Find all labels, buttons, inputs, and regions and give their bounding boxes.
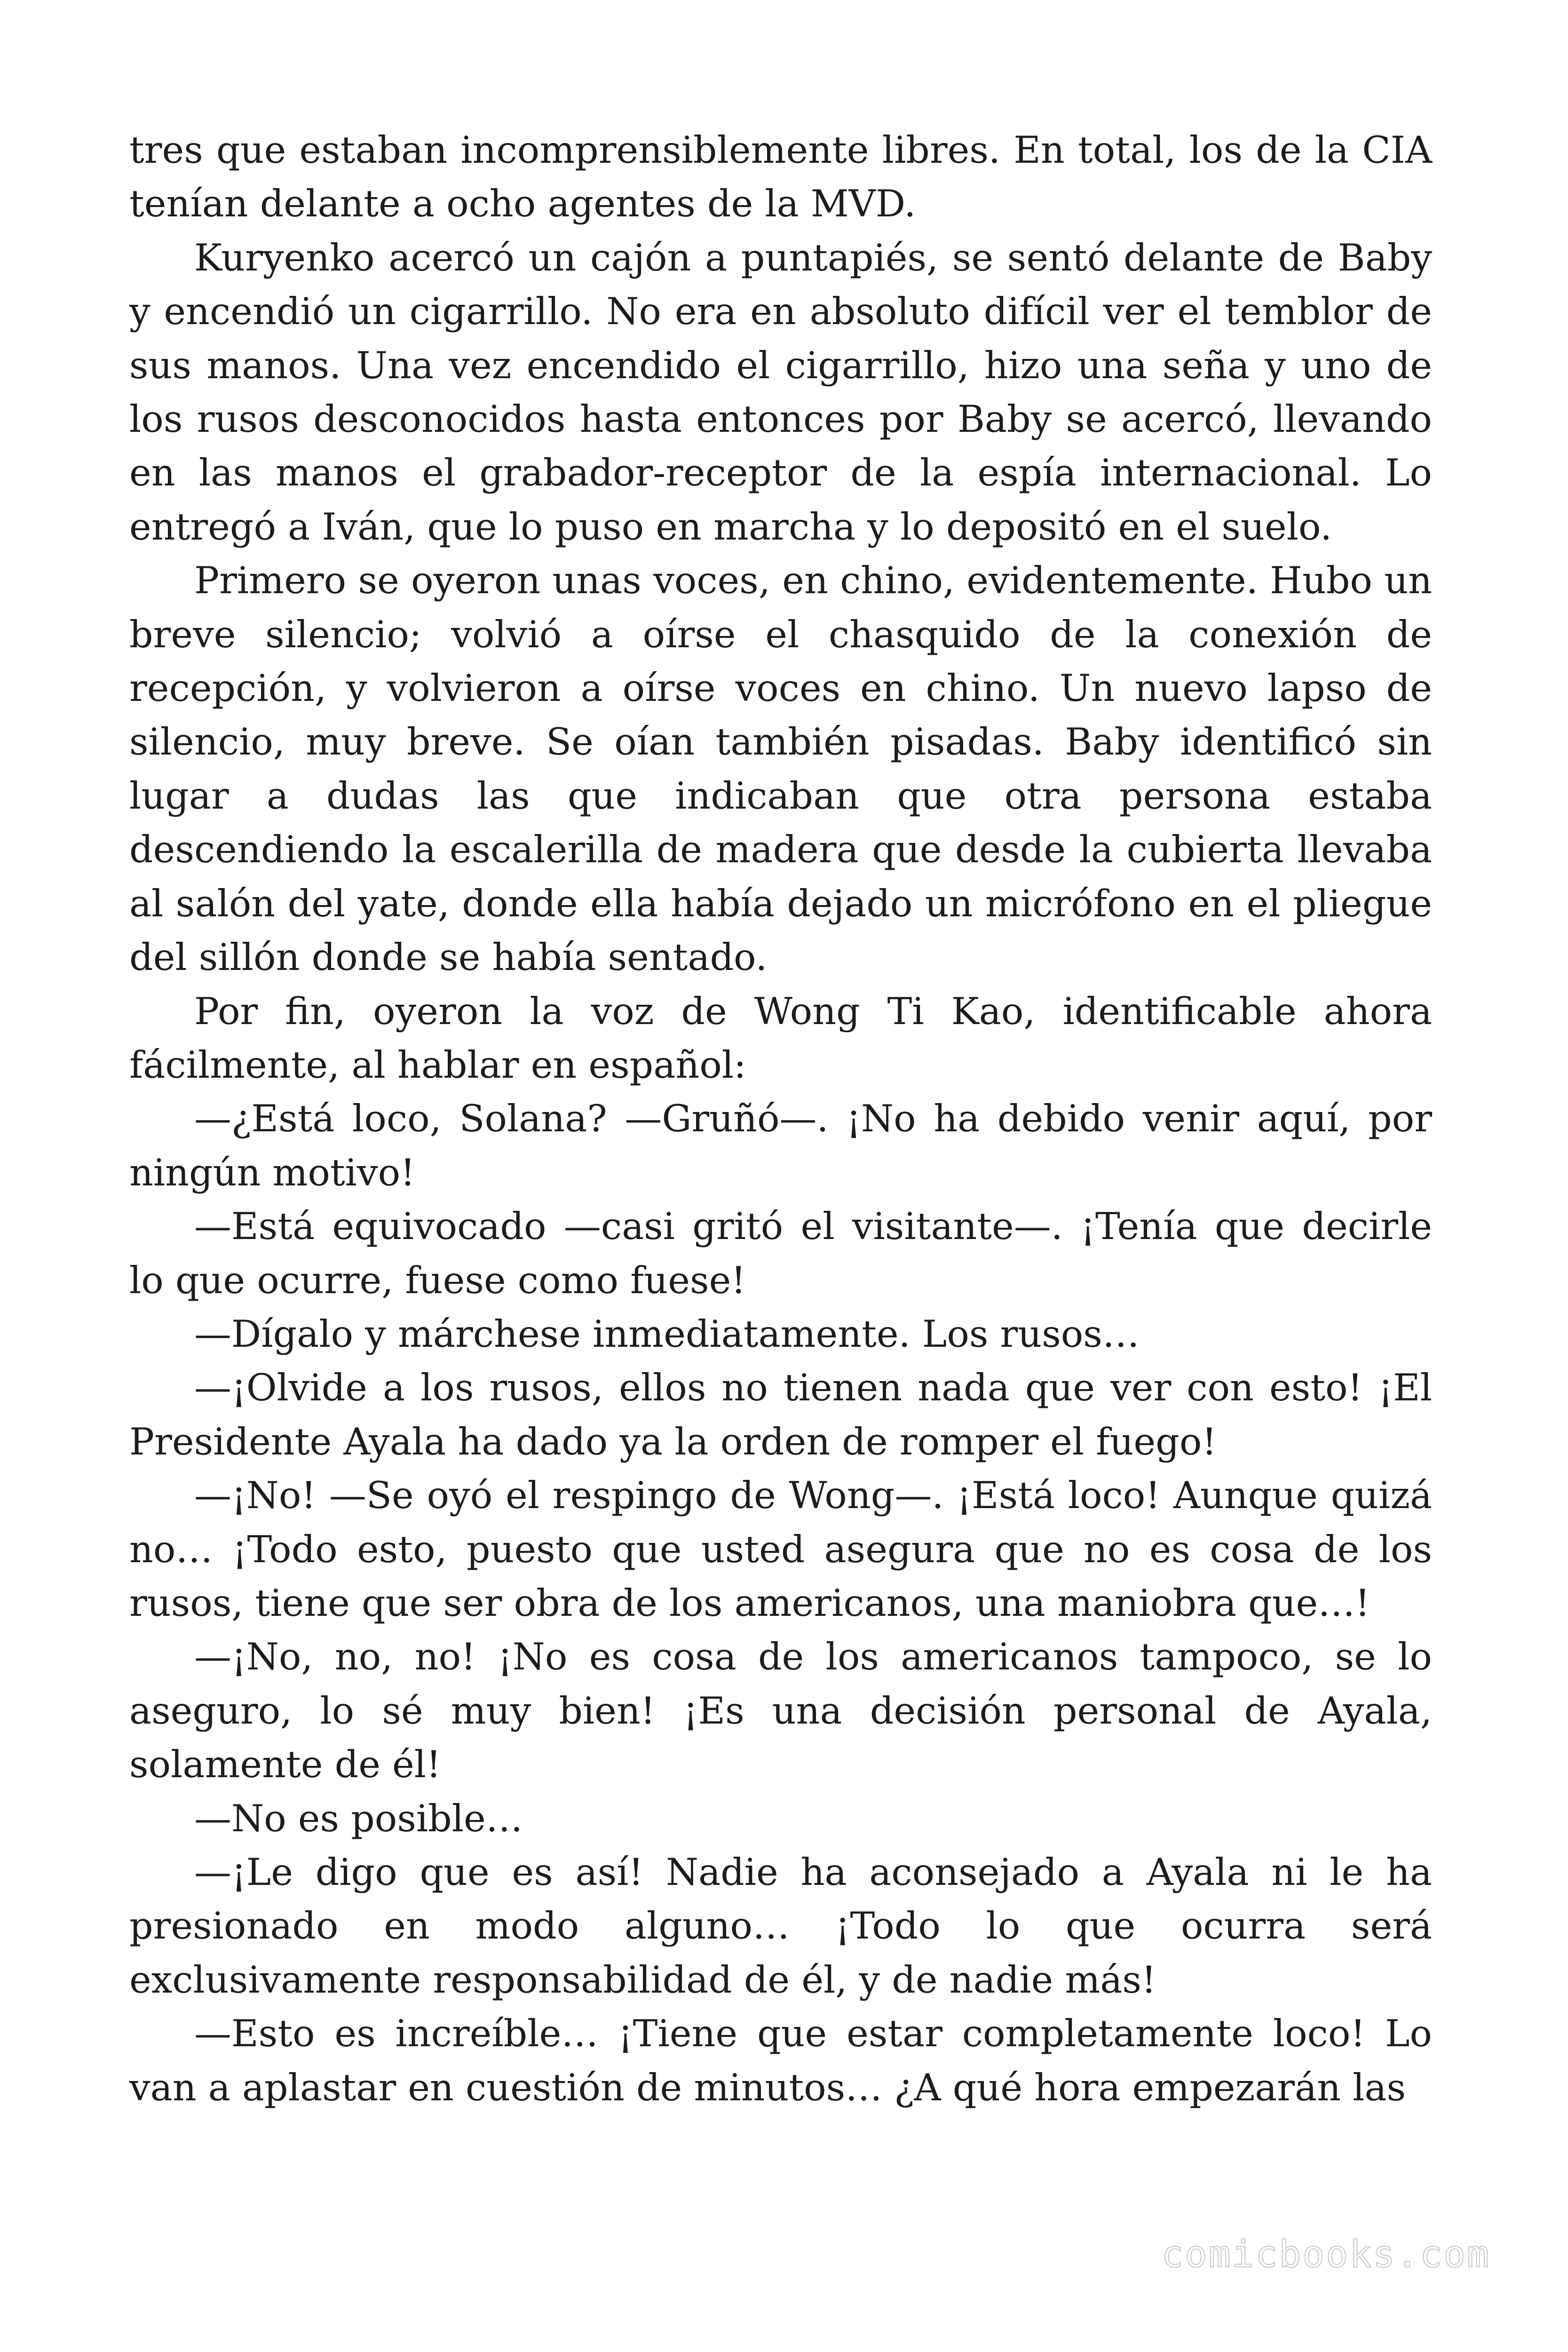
dialogue-line: —Dígalo y márchese inmediatamente. Los rusos… xyxy=(194,1312,1140,1356)
dialogue-line: —¡No! —Se oyó el respingo de Wong—. ¡Está loco! Aunque quizá no… ¡Todo esto, puesto que usted asegura que no es cosa de los rusos, tiene que ser obra de los americanos, una maniobra que…! xyxy=(129,1474,1432,1625)
dialogue-line: —Está equivocado —casi gritó el visitante—. ¡Tenía que decirle lo que ocurre, fuese como fuese! xyxy=(129,1205,1432,1302)
paragraph: Por fin, oyeron la voz de Wong Ti Kao, identificable ahora fácilmente, al hablar en español: xyxy=(129,989,1432,1087)
dialogue-line: —¡Le digo que es así! Nadie ha aconsejado a Ayala ni le ha presionado en modo alguno… ¡Todo lo que ocurra será exclusivamente responsabilidad de él, y de nadie más! xyxy=(129,1851,1432,2002)
site-watermark: comicbooks.com xyxy=(1161,2233,1490,2276)
dialogue-line: —¡Olvide a los rusos, ellos no tienen nada que ver con esto! ¡El Presidente Ayala ha dado ya la orden de romper el fuego! xyxy=(129,1366,1432,1463)
paragraph: Kuryenko acercó un cajón a puntapiés, se sentó delante de Baby y encendió un cigarrillo. No era en absoluto difícil ver el temblor de sus manos. Una vez encendido el cigarrillo, hizo una seña y uno de los rusos desconocidos hasta entonces por Baby se acercó, llevando en las manos el grabador-receptor de la espía internacional. Lo entregó a Iván, que lo puso en marcha y lo depositó en el suelo. xyxy=(129,236,1432,548)
paragraph: Primero se oyeron unas voces, en chino, evidentemente. Hubo un breve silencio; volvió a oírse el chasquido de la conexión de recepción, y volvieron a oírse voces en chino. Un nuevo lapso de silencio, muy breve. Se oían también pisadas. Baby identificó sin lugar a dudas las que indicaban que otra persona estaba descendiendo la escalerilla de madera que desde la cubierta llevaba al salón del yate, donde ella había dejado un micrófono en el pliegue del sillón donde se había sentado. xyxy=(129,559,1432,979)
dialogue-line: —No es posible… xyxy=(194,1796,523,1840)
paragraph: tres que estaban incomprensiblemente libres. En total, los de la CIA tenían delante a ocho agentes de la MVD. xyxy=(129,128,1432,226)
dialogue-line: —¿Está loco, Solana? —Gruñó—. ¡No ha debido venir aquí, por ningún motivo! xyxy=(129,1097,1432,1194)
body-text xyxy=(129,123,1432,2114)
dialogue-line: —Esto es increíble… ¡Tiene que estar completamente loco! Lo van a aplastar en cuestión de minutos… ¿A qué hora empezarán las xyxy=(129,2012,1432,2109)
dialogue-line: —¡No, no, no! ¡No es cosa de los americanos tampoco, se lo aseguro, lo sé muy bien! ¡Es una decisión personal de Ayala, solamente de él! xyxy=(129,1635,1432,1787)
